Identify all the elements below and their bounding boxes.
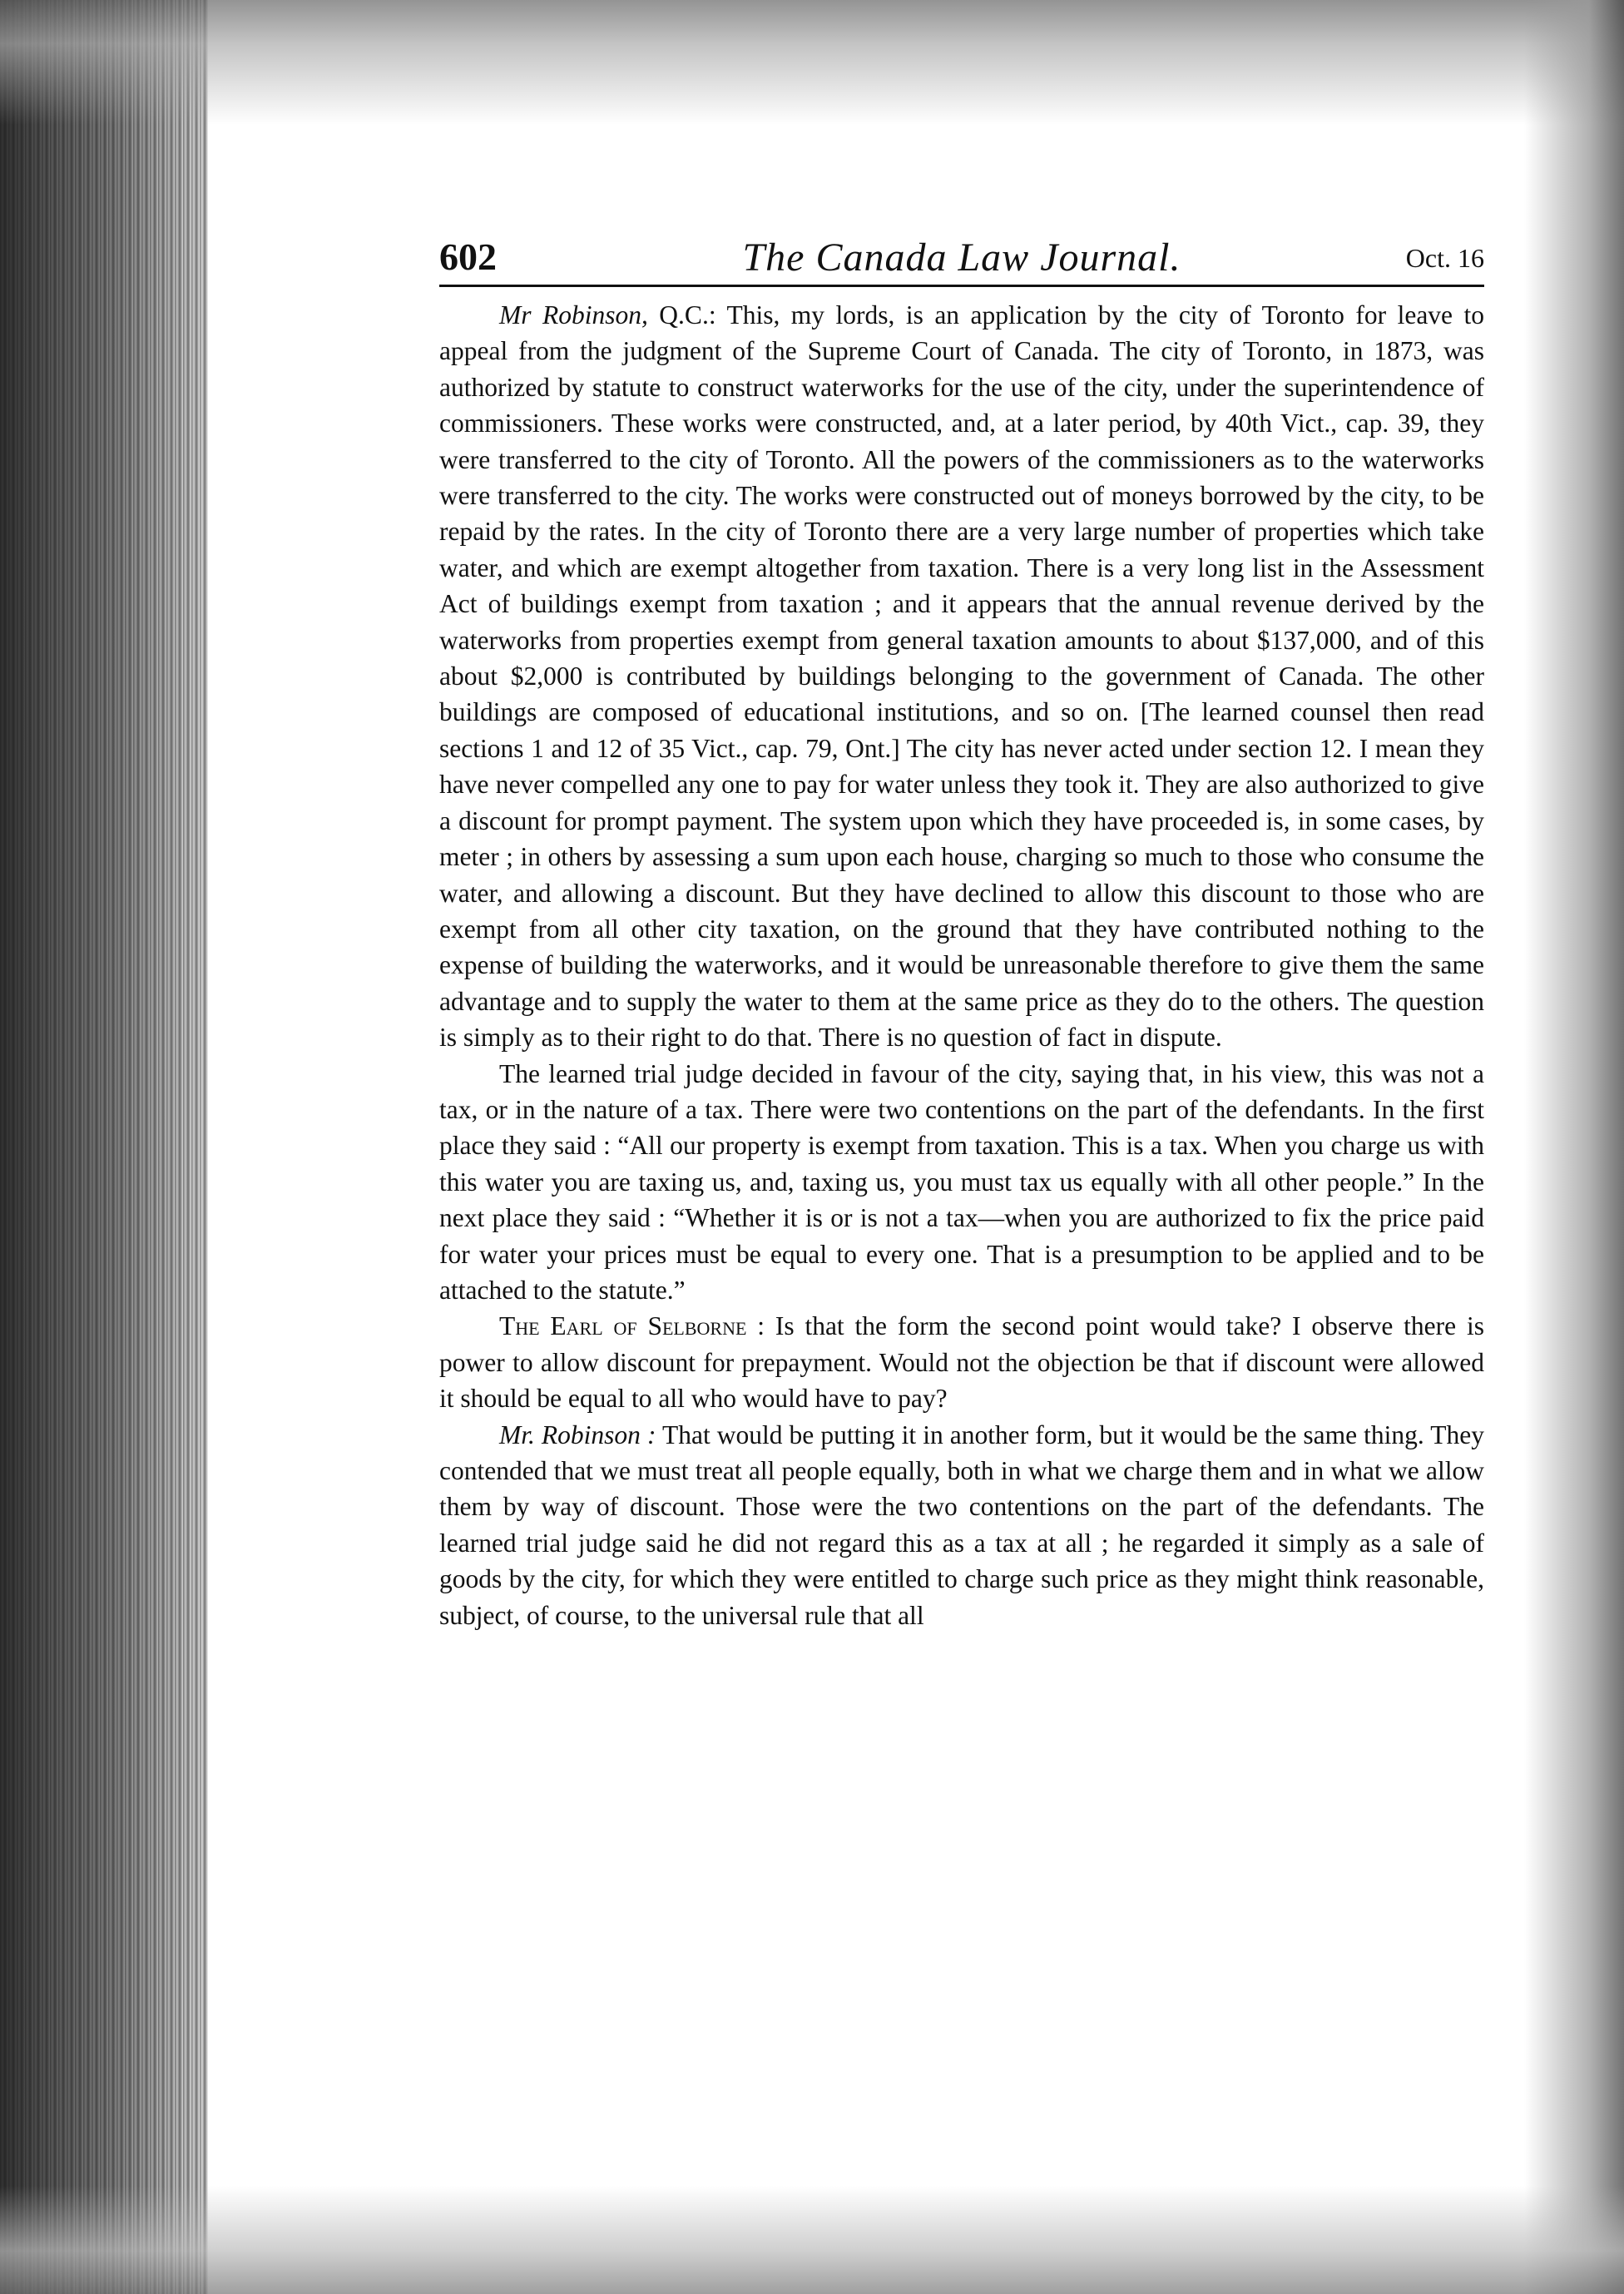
scan-border-left xyxy=(0,0,208,2294)
paragraph-3 xyxy=(439,1308,1484,1416)
speaker-name: The Earl of Selborne : xyxy=(499,1311,765,1341)
scan-border-top xyxy=(0,0,1624,125)
issue-date: Oct. 16 xyxy=(1405,243,1484,273)
paragraph-4 xyxy=(439,1417,1484,1633)
page-number: 602 xyxy=(439,235,497,278)
paragraph-2 xyxy=(439,1056,1484,1309)
running-head xyxy=(439,235,1484,287)
article-body xyxy=(439,297,1484,1633)
scan-border-bottom xyxy=(0,2186,1624,2294)
journal-page xyxy=(439,235,1484,1633)
paragraph-1 xyxy=(439,297,1484,1056)
speaker-name: Mr. Robinson : xyxy=(499,1420,656,1449)
scan-border-right xyxy=(1524,0,1624,2294)
paragraph-text: Q.C.: This, my lords, is an application by the city of Toronto for leave to appeal from the judgment of the Supreme Court of Canada. The city of Toronto, in 1873, was authorized by statute to construct waterworks for the use of the city, under the superintendence of commissioners. These works were constructed, and, at a later period, by 40th Vict., cap. 39, they were transferred to the city of Toronto. All the powers of the commissioners as to the waterworks were transferred to the city. The works were constructed out of moneys borrowed by the city, to be repaid by the rates. In the city of Toronto there are a very large number of properties which take water, and which are exempt altogether from taxation. There is a very long list in the Assessment Act of buildings exempt from taxation ; and it appears that the annual revenue derived by the waterworks from properties exempt from general taxation amounts to about $137,000, and of this about $2,000 is contributed by buildings belonging to the government of Canada. The other buildings are composed of educational institutions, and so on. [The learned counsel then read sections 1 and 12 of 35 Vict., cap. 79, Ont.] The city has never acted under section 12. I mean they have never compelled any one to pay for water unless they took it. They are also authorized to give a discount for prompt payment. The system upon which they have proceeded is, in some cases, by meter ; in others by assessing a sum upon each house, charging so much to those who consume the water, and allowing a discount. But they have declined to allow this discount to those who are exempt from all other city taxation, on the ground that they have contributed nothing to the expense of building the waterworks, and it would be unreasonable therefore to give them the same advantage and to supply the water to them at the same price as they do to the others. The question is simply as to their right to do that. There is no question of fact in dispute. xyxy=(439,300,1484,1053)
paragraph-text: Is that the form the second point would take? I observe there is power to allow discount for prepayment. Would not the objection be that if discount were allowed it should be equal to all who would have to pay? xyxy=(439,1311,1484,1414)
paragraph-text: That would be putting it in another form, but it would be the same thing. They contended that we must treat all people equally, both in what we charge them and in what we allow them by way of discount. Those were the two contentions on the part of the defendants. The learned trial judge said he did not regard this as a tax at all ; he regarded it simply as a sale of goods by the city, for which they were entitled to charge such price as they might think reasonable, subject, of course, to the universal rule that all xyxy=(439,1420,1484,1630)
paragraph-text: The learned trial judge decided in favour of the city, saying that, in his view, this was not a tax, or in the nature of a tax. There were two contentions on the part of the defendants. In the first place they said : “All our property is exempt from taxation. This is a tax. When you charge us with this water you are taxing us, and, taxing us, you must tax us equally with all other people.” In the next place they said : “Whether it is or is not a tax—when you are authorized to fix the price paid for water your prices must be equal to every one. That is a presumption to be applied and to be attached to the statute.” xyxy=(439,1058,1484,1305)
journal-title: The Canada Law Journal. xyxy=(742,235,1181,280)
speaker-name: Mr Robinson, xyxy=(499,300,648,329)
